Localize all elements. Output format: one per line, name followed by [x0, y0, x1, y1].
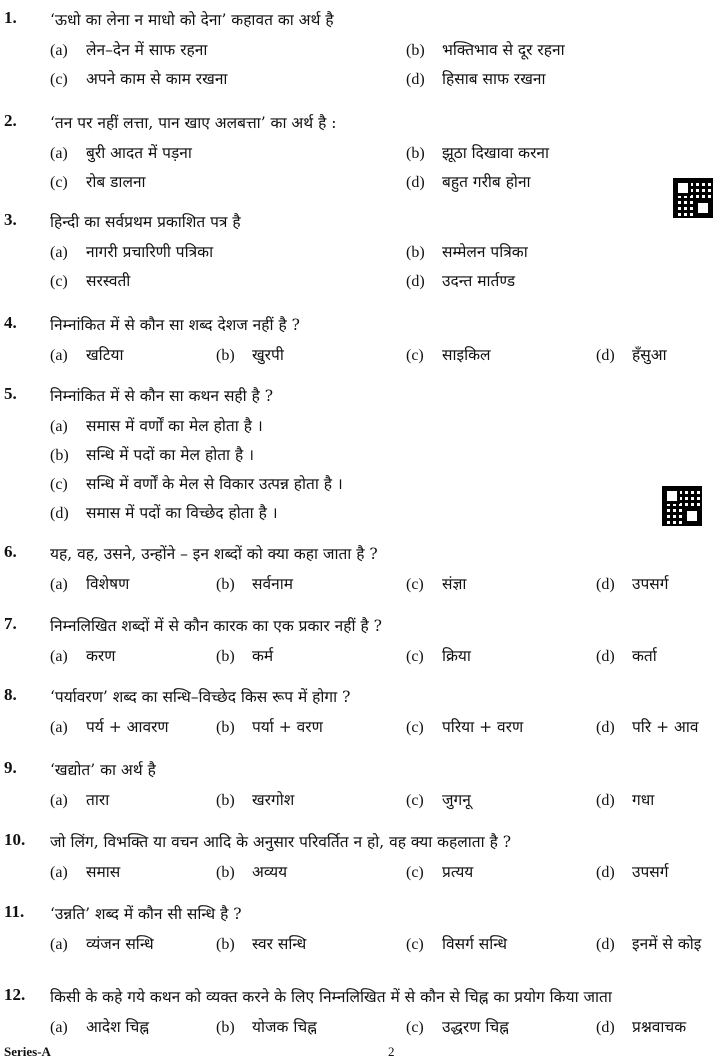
question-number: 2.: [4, 111, 17, 130]
option-d: (d) समास में पदों का विच्छेद होता है ।: [50, 504, 278, 522]
option-b: (b) खरगोश: [216, 791, 295, 809]
question-number: 6.: [4, 542, 17, 561]
question-text: यह, वह, उसने, उन्होंने – इन शब्दों को क्या कहा जाता है ?: [50, 545, 378, 563]
option-c: (c) अपने काम से काम रखना: [50, 70, 228, 88]
option-d: (d) उदन्त मार्तण्ड: [406, 272, 516, 290]
option-c: (c) साइकिल: [406, 346, 491, 364]
option-d: (d) उपसर्ग: [596, 575, 669, 593]
option-b: (b) अव्यय: [216, 863, 288, 881]
option-d: (d) हिसाब साफ रखना: [406, 70, 546, 88]
option-d: (d) कर्ता: [596, 647, 657, 665]
question-text: ‘उन्नति’ शब्द में कौन सी सन्धि है ?: [50, 905, 242, 923]
question-number: 3.: [4, 210, 17, 229]
option-a: (a) समास में वर्णों का मेल होता है ।: [50, 417, 263, 435]
question-number: 11.: [4, 902, 25, 921]
option-b: (b) झूठा दिखावा करना: [406, 144, 550, 162]
qr-code-icon: [664, 488, 700, 524]
question-text: ‘तन पर नहीं लत्ता, पान खाए अलबत्ता’ का अर्थ है :: [50, 114, 337, 132]
option-a: (a) पर्य + आवरण: [50, 718, 169, 736]
page-number: 2: [388, 1044, 395, 1059]
option-b: (b) सर्वनाम: [216, 575, 293, 593]
question-number: 1.: [4, 8, 17, 27]
question-number: 12.: [4, 985, 26, 1004]
question-number: 10.: [4, 830, 26, 849]
option-a: (a) बुरी आदत में पड़ना: [50, 144, 192, 162]
question-text: ‘खद्योत’ का अर्थ है: [50, 761, 156, 779]
option-a: (a) लेन–देन में साफ रहना: [50, 41, 208, 59]
option-a: (a) करण: [50, 647, 116, 665]
option-a: (a) विशेषण: [50, 575, 130, 593]
option-b: (b) खुरपी: [216, 346, 284, 364]
option-b: (b) योजक चिह्न: [216, 1018, 317, 1036]
option-c: (c) उद्धरण चिह्न: [406, 1018, 509, 1036]
option-d: (d) परि + आव: [596, 718, 699, 736]
option-b: (b) पर्या + वरण: [216, 718, 323, 736]
option-d: (d) बहुत गरीब होना: [406, 173, 531, 191]
question-text: निम्नलिखित शब्दों में से कौन कारक का एक प्रकार नहीं है ?: [50, 617, 382, 635]
option-b: (b) भक्तिभाव से दूर रहना: [406, 41, 565, 59]
question-text: हिन्दी का सर्वप्रथम प्रकाशित पत्र है: [50, 213, 241, 231]
question-text: निम्नांकित में से कौन सा शब्द देशज नहीं है ?: [50, 316, 300, 334]
option-d: (d) उपसर्ग: [596, 863, 669, 881]
series-label: Series-A: [4, 1044, 51, 1059]
option-a: (a) समास: [50, 863, 121, 881]
option-a: (a) आदेश चिह्न: [50, 1018, 150, 1036]
option-a: (a) व्यंजन सन्धि: [50, 935, 154, 953]
option-c: (c) विसर्ग सन्धि: [406, 935, 508, 953]
question-text: ‘पर्यावरण’ शब्द का सन्धि–विच्छेद किस रूप में होगा ?: [50, 688, 351, 706]
option-a: (a) तारा: [50, 791, 110, 809]
option-c: (c) परिया + वरण: [406, 718, 524, 736]
question-number: 4.: [4, 313, 17, 332]
option-d: (d) गधा: [596, 791, 655, 809]
option-c: (c) क्रिया: [406, 647, 471, 665]
option-c: (c) सन्धि में वर्णों के मेल से विकार उत्पन्न होता है ।: [50, 475, 343, 493]
option-d: (d) इनमें से कोइ: [596, 935, 702, 953]
option-d: (d) हँसुआ: [596, 346, 667, 364]
option-c: (c) संज्ञा: [406, 575, 467, 593]
question-number: 7.: [4, 614, 17, 633]
option-c: (c) रोब डालना: [50, 173, 146, 191]
option-d: (d) प्रश्नवाचक: [596, 1018, 687, 1036]
question-text: किसी के कहे गये कथन को व्यक्त करने के लिए निम्नलिखित में से कौन से चिह्न का प्रयोग किया जाता: [50, 988, 612, 1006]
option-b: (b) सम्मेलन पत्रिका: [406, 243, 528, 261]
option-a: (a) खटिया: [50, 346, 124, 364]
question-text: जो लिंग, विभक्ति या वचन आदि के अनुसार परिवर्तित न हो, वह क्या कहलाता है ?: [50, 833, 512, 851]
option-a: (a) नागरी प्रचारिणी पत्रिका: [50, 243, 214, 261]
option-c: (c) जुगनू: [406, 791, 471, 809]
question-number: 5.: [4, 384, 17, 403]
question-number: 8.: [4, 685, 17, 704]
option-b: (b) सन्धि में पदों का मेल होता है ।: [50, 446, 255, 464]
qr-code-icon: [675, 180, 711, 216]
question-text: निम्नांकित में से कौन सा कथन सही है ?: [50, 387, 274, 405]
option-b: (b) स्वर सन्धि: [216, 935, 307, 953]
option-b: (b) कर्म: [216, 647, 274, 665]
question-text: ‘ऊधो का लेना न माधो को देना’ कहावत का अर्थ है: [50, 11, 334, 29]
option-c: (c) सरस्वती: [50, 272, 131, 290]
question-number: 9.: [4, 758, 17, 777]
option-c: (c) प्रत्यय: [406, 863, 474, 881]
